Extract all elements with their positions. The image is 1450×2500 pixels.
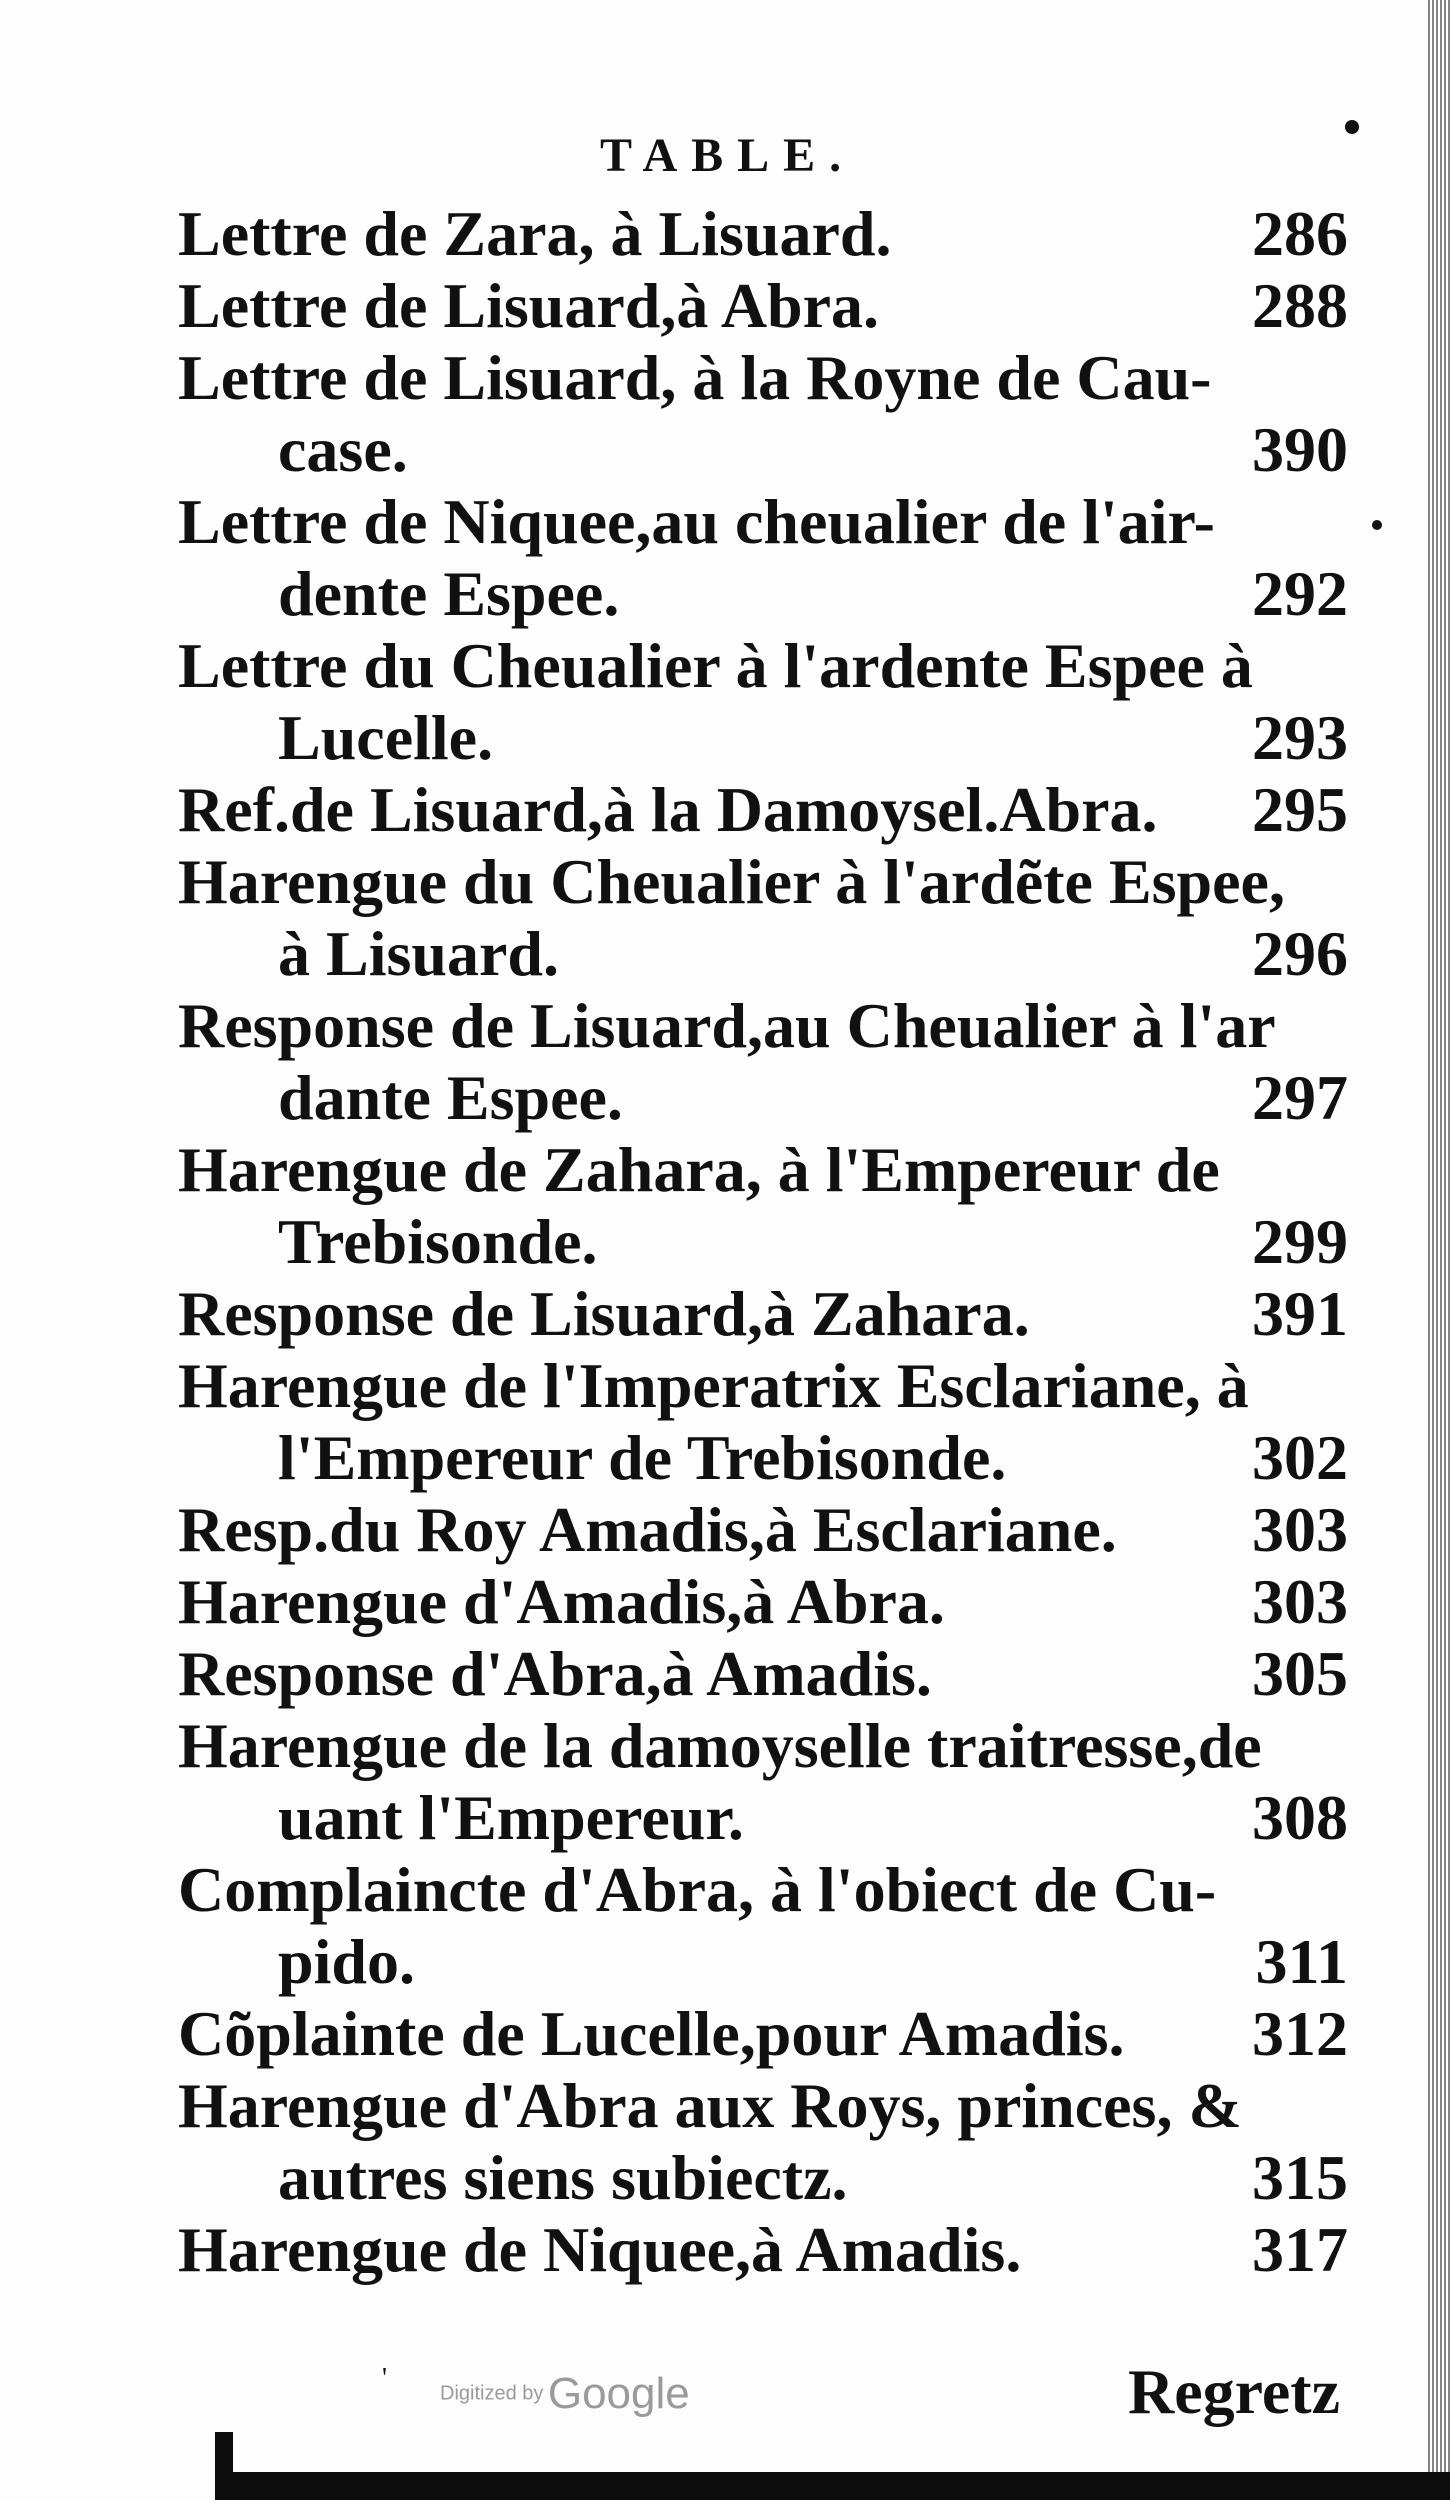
page-number: 299	[1252, 1206, 1348, 1277]
entry-title-continuation: autres siens subiectz.	[278, 2142, 848, 2213]
page-number: 292	[1252, 558, 1348, 629]
toc-entry	[178, 1638, 1348, 1710]
ink-speck	[1372, 520, 1382, 530]
entry-title: Lettre du Cheualier à l'ardente Espee à	[178, 630, 1253, 701]
mark-glyph: '	[382, 2363, 388, 2394]
entry-title: Resp.du Roy Amadis,à Esclariane.	[178, 1494, 1117, 1565]
entry-title-continuation: l'Empereur de Trebisonde.	[278, 1422, 1007, 1493]
toc-entry	[178, 1350, 1348, 1494]
entry-title: Harengue d'Abra aux Roys, princes, &	[178, 2070, 1242, 2141]
entry-title: Harengue de Niquee,à Amadis.	[178, 2214, 1022, 2285]
toc-entry	[178, 1710, 1348, 1854]
entry-title-continuation: dante Espee.	[278, 1062, 623, 1133]
page-edge-bottom	[215, 2472, 1450, 2500]
page-number: 391	[1252, 1278, 1348, 1349]
catchword: Regretz	[1128, 2356, 1340, 2427]
entry-title: Harengue de la damoyselle traitresse,de	[178, 1710, 1262, 1781]
google-wordmark: Google	[547, 2369, 690, 2418]
page-number: 296	[1252, 918, 1348, 989]
entry-title: Harengue de Zahara, à l'Empereur de	[178, 1134, 1220, 1205]
page-number: 303	[1252, 1494, 1348, 1565]
page-number: 308	[1252, 1782, 1348, 1853]
entry-title: Lettre de Niquee,au cheualier de l'air-	[178, 486, 1215, 557]
digitized-by-watermark	[440, 2369, 690, 2419]
toc-entry	[178, 342, 1348, 486]
entry-title: Ref.de Lisuard,à la Damoysel.Abra.	[178, 774, 1158, 845]
entry-title-continuation: Trebisonde.	[278, 1206, 598, 1277]
toc-entry	[178, 846, 1348, 990]
page-number: 297	[1252, 1062, 1348, 1133]
toc-entry	[178, 1998, 1348, 2070]
page-title: TABLE.	[600, 129, 856, 182]
entry-title: Lettre de Lisuard,à Abra.	[178, 270, 880, 341]
page-edge-corner	[215, 2432, 233, 2472]
entry-title-continuation: à Lisuard.	[278, 918, 559, 989]
page-number: 303	[1252, 1566, 1348, 1637]
toc-entry	[178, 1494, 1348, 1566]
toc-entry	[178, 774, 1348, 846]
page-number: 312	[1252, 1998, 1348, 2069]
entry-title: Harengue de l'Imperatrix Esclariane, à	[178, 1350, 1249, 1421]
entry-title-continuation: dente Espee.	[278, 558, 620, 629]
entry-title-continuation: uant l'Empereur.	[278, 1782, 744, 1853]
toc-entry	[178, 1566, 1348, 1638]
entry-title: Harengue d'Amadis,à Abra.	[178, 1566, 945, 1637]
toc-entry	[178, 198, 1348, 270]
toc-entry	[178, 2070, 1348, 2214]
entry-title: Harengue du Cheualier à l'ardẽte Espee,	[178, 846, 1285, 917]
toc-entry	[178, 990, 1348, 1134]
toc-entry	[178, 270, 1348, 342]
entry-title: Complaincte d'Abra, à l'obiect de Cu-	[178, 1854, 1217, 1925]
page-number: 295	[1252, 774, 1348, 845]
entry-title-continuation: case.	[278, 414, 408, 485]
ink-speck	[1345, 120, 1359, 134]
page-number: 293	[1252, 702, 1348, 773]
toc-entry	[178, 1278, 1348, 1350]
entry-title: Cõplainte de Lucelle,pour Amadis.	[178, 1998, 1125, 2069]
entry-title: Response de Lisuard,à Zahara.	[178, 1278, 1030, 1349]
entry-title: Response de Lisuard,au Cheualier à l'ar	[178, 990, 1276, 1061]
toc-entry	[178, 630, 1348, 774]
toc-entry	[178, 486, 1348, 630]
page-footer	[0, 2355, 1450, 2425]
entry-title: Response d'Abra,à Amadis.	[178, 1638, 932, 1709]
page-number: 315	[1252, 2142, 1348, 2213]
page-number: 286	[1252, 198, 1348, 269]
page-number: 288	[1252, 270, 1348, 341]
toc-entry	[178, 1134, 1348, 1278]
page-number: 390	[1252, 414, 1348, 485]
entry-title: Lettre de Zara, à Lisuard.	[178, 198, 892, 269]
entry-title: Lettre de Lisuard, à la Royne de Cau-	[178, 342, 1212, 413]
table-of-contents	[178, 198, 1348, 2286]
entry-title-continuation: Lucelle.	[278, 702, 494, 773]
page-number: 317	[1252, 2214, 1348, 2285]
page-edge-right	[1428, 0, 1450, 2500]
page-number: 311	[1255, 1926, 1348, 1997]
toc-entry	[178, 1854, 1348, 1998]
digitized-by-label: Digitized by	[440, 2382, 544, 2405]
entry-title-continuation: pido.	[278, 1926, 415, 1997]
page-number: 305	[1252, 1638, 1348, 1709]
page-number: 302	[1252, 1422, 1348, 1493]
toc-entry	[178, 2214, 1348, 2286]
